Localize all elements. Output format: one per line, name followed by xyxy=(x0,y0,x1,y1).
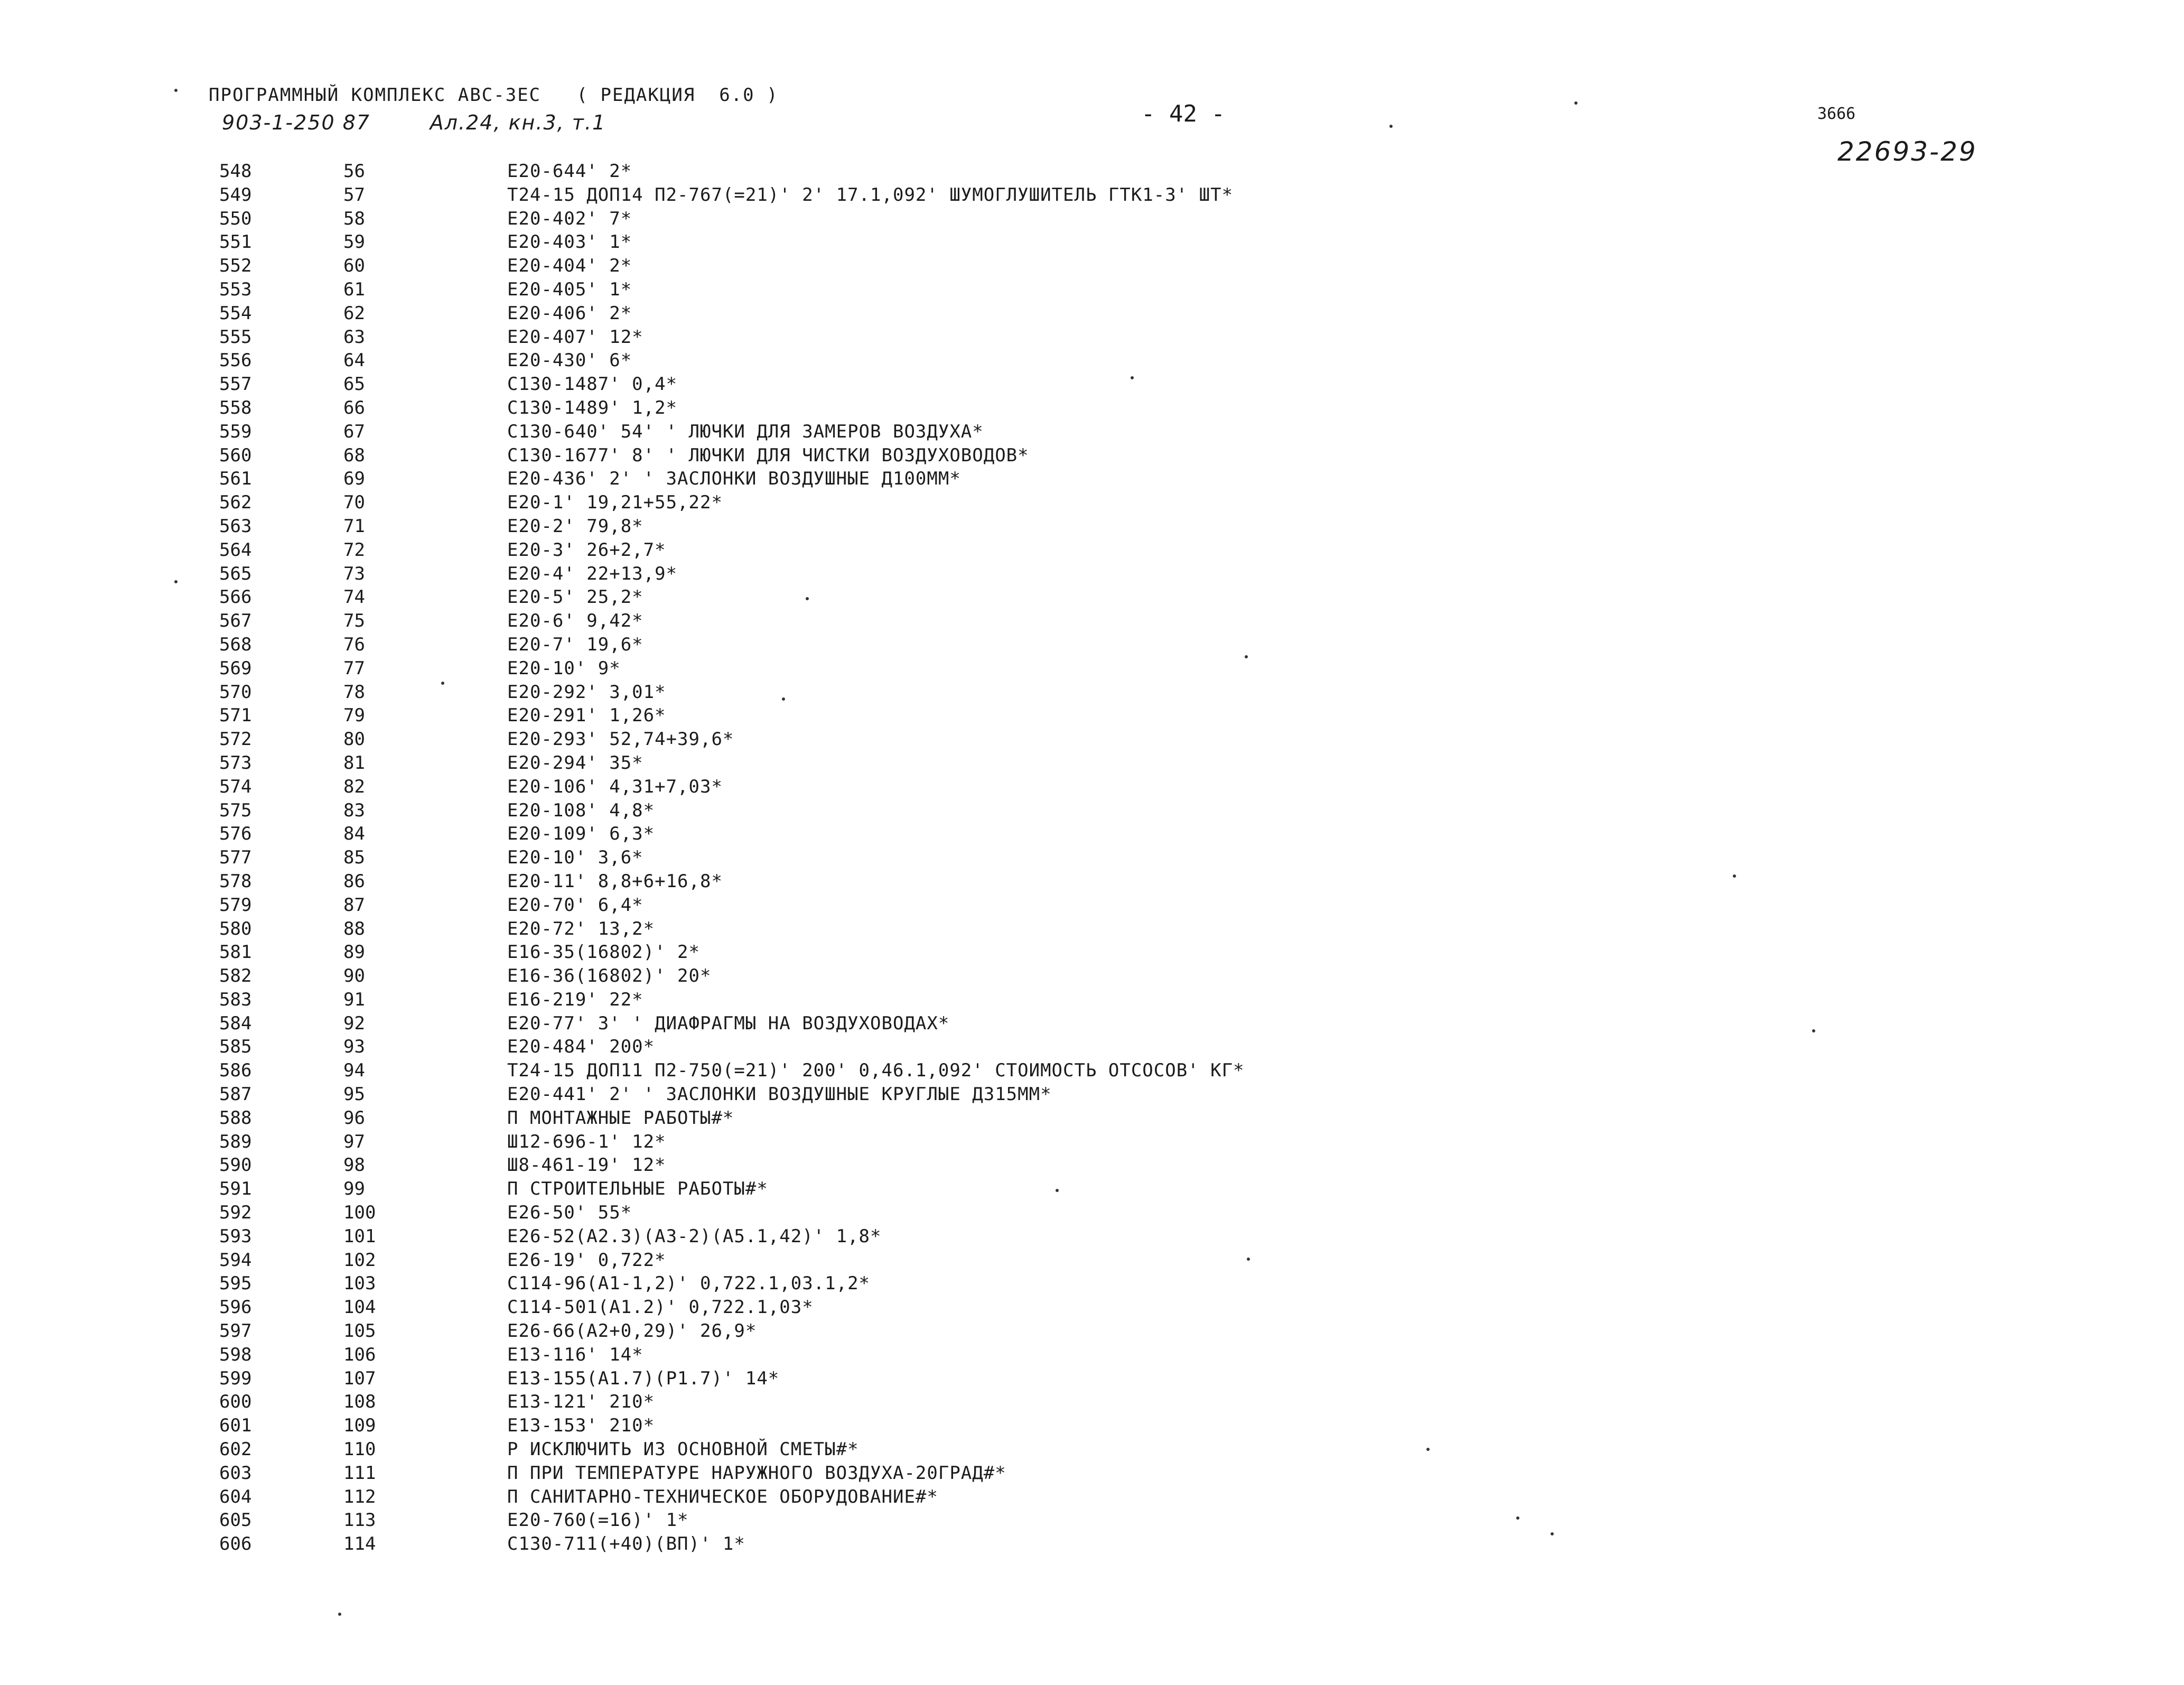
entry-text: Е20-484' 200* xyxy=(507,1036,655,1058)
item-number: 89 xyxy=(343,942,365,963)
entry-text: С130-711(+40)(ВП)' 1* xyxy=(507,1533,745,1555)
scan-speck xyxy=(806,597,809,600)
scan-speck xyxy=(338,1613,341,1616)
item-number: 114 xyxy=(343,1533,376,1555)
entry-text: Е20-3' 26+2,7* xyxy=(507,539,666,561)
row-number: 579 xyxy=(219,894,252,916)
item-number: 59 xyxy=(343,231,365,253)
entry-text: Е20-441' 2' ' ЗАСЛОНКИ ВОЗДУШНЫЕ КРУГЛЫЕ Д315ММ* xyxy=(507,1084,1052,1105)
entry-text: С130-640' 54' ' ЛЮЧКИ ДЛЯ ЗАМЕРОВ ВОЗДУХА* xyxy=(507,421,984,442)
row-number: 582 xyxy=(219,965,252,987)
row-number: 584 xyxy=(219,1012,252,1034)
item-number: 111 xyxy=(343,1462,376,1484)
row-number: 560 xyxy=(219,444,252,466)
row-number: 602 xyxy=(219,1439,252,1460)
row-number: 551 xyxy=(219,231,252,253)
entry-text: С130-1487' 0,4* xyxy=(507,374,678,395)
item-number: 101 xyxy=(343,1225,376,1247)
item-number: 66 xyxy=(343,397,365,418)
row-number: 552 xyxy=(219,255,252,277)
entry-text: Е20-4' 22+13,9* xyxy=(507,563,678,584)
row-number: 598 xyxy=(219,1344,252,1365)
item-number: 97 xyxy=(343,1131,365,1152)
entry-text: Е20-294' 35* xyxy=(507,752,643,774)
row-number: 585 xyxy=(219,1036,252,1058)
entry-text: Е13-155(А1.7)(Р1.7)' 14* xyxy=(507,1367,780,1389)
entry-text: Е20-402' 7* xyxy=(507,208,632,229)
scan-speck xyxy=(1245,655,1248,658)
item-number: 95 xyxy=(343,1084,365,1105)
item-number: 94 xyxy=(343,1060,365,1082)
entry-text: Е20-11' 8,8+6+16,8* xyxy=(507,870,723,892)
item-number: 83 xyxy=(343,799,365,821)
entry-text: С130-1677' 8' ' ЛЮЧКИ ДЛЯ ЧИСТКИ ВОЗДУХОВОДОВ* xyxy=(507,444,1029,466)
entry-text: Е20-10' 3,6* xyxy=(507,847,643,869)
entry-text: Е20-403' 1* xyxy=(507,231,632,253)
scan-speck xyxy=(782,697,785,701)
row-number: 549 xyxy=(219,184,252,206)
entry-text: П СТРОИТЕЛЬНЫЕ РАБОТЫ#* xyxy=(507,1178,768,1200)
row-number: 599 xyxy=(219,1367,252,1389)
item-number: 88 xyxy=(343,918,365,939)
entry-text: Т24-15 ДОП11 П2-750(=21)' 200' 0,46.1,092' СТОИМОСТЬ ОТСОСОВ' КГ* xyxy=(507,1060,1245,1082)
row-number: 575 xyxy=(219,799,252,821)
program-title: ПРОГРАММНЫЙ КОМПЛЕКС АВС-ЗЕС ( РЕДАКЦИЯ 6.0 ) xyxy=(209,85,779,106)
entry-text: Е20-407' 12* xyxy=(507,326,643,348)
sheet-number: 22693-29 xyxy=(1837,136,1977,167)
entry-text: Е20-70' 6,4* xyxy=(507,894,643,916)
entry-text: С114-96(А1-1,2)' 0,722.1,03.1,2* xyxy=(507,1273,871,1295)
entry-text: Ш12-696-1' 12* xyxy=(507,1131,666,1152)
item-number: 76 xyxy=(343,634,365,655)
entry-text: Е20-760(=16)' 1* xyxy=(507,1510,689,1531)
row-number: 562 xyxy=(219,492,252,514)
row-number: 570 xyxy=(219,681,252,703)
row-number: 561 xyxy=(219,468,252,490)
entry-text: Е26-19' 0,722* xyxy=(507,1249,666,1271)
row-number: 573 xyxy=(219,752,252,774)
entry-text: Ш8-461-19' 12* xyxy=(507,1155,666,1176)
item-number: 82 xyxy=(343,776,365,797)
item-number: 79 xyxy=(343,705,365,727)
corner-code: 3666 xyxy=(1817,105,1856,123)
entry-text: Е20-6' 9,42* xyxy=(507,610,643,632)
row-number: 592 xyxy=(219,1202,252,1224)
item-number: 105 xyxy=(343,1320,376,1342)
item-number: 112 xyxy=(343,1486,376,1507)
item-number: 56 xyxy=(343,161,365,182)
entry-text: С114-501(А1.2)' 0,722.1,03* xyxy=(507,1297,814,1318)
entry-text: Е16-35(16802)' 2* xyxy=(507,942,700,963)
item-number: 102 xyxy=(343,1249,376,1271)
scan-speck xyxy=(441,682,444,685)
row-number: 586 xyxy=(219,1060,252,1082)
entry-text: П МОНТАЖНЫЕ РАБОТЫ#* xyxy=(507,1107,734,1129)
row-number: 564 xyxy=(219,539,252,561)
row-number: 548 xyxy=(219,161,252,182)
entry-text: Е20-406' 2* xyxy=(507,302,632,324)
item-number: 109 xyxy=(343,1415,376,1437)
row-number: 590 xyxy=(219,1155,252,1176)
page-number: - 42 - xyxy=(1141,100,1225,127)
entry-text: П ПРИ ТЕМПЕРАТУРЕ НАРУЖНОГО ВОЗДУХА-20ГРАД#* xyxy=(507,1462,1006,1484)
row-number: 559 xyxy=(219,421,252,442)
row-number: 601 xyxy=(219,1415,252,1437)
item-number: 90 xyxy=(343,965,365,987)
item-number: 63 xyxy=(343,326,365,348)
scan-speck xyxy=(1812,1029,1815,1032)
item-number: 107 xyxy=(343,1367,376,1389)
entry-text: Е20-404' 2* xyxy=(507,255,632,277)
item-number: 87 xyxy=(343,894,365,916)
row-number: 605 xyxy=(219,1510,252,1531)
item-number: 57 xyxy=(343,184,365,206)
item-number: 96 xyxy=(343,1107,365,1129)
entry-text: Е20-291' 1,26* xyxy=(507,705,666,727)
entry-text: Е26-50' 55* xyxy=(507,1202,632,1224)
entry-text: Е16-219' 22* xyxy=(507,989,643,1010)
entry-text: Е20-108' 4,8* xyxy=(507,799,655,821)
row-number: 580 xyxy=(219,918,252,939)
item-number: 77 xyxy=(343,657,365,679)
entry-text: Е20-72' 13,2* xyxy=(507,918,655,939)
entry-text: Е20-2' 79,8* xyxy=(507,515,643,537)
scan-speck xyxy=(1247,1258,1250,1261)
entry-text: Е20-644' 2* xyxy=(507,161,632,182)
entry-text: Е26-66(А2+0,29)' 26,9* xyxy=(507,1320,757,1342)
document-reference: 903-1-250 87 Ал.24, кн.3, т.1 xyxy=(222,111,606,134)
item-number: 75 xyxy=(343,610,365,632)
entry-text: Е13-121' 210* xyxy=(507,1391,655,1413)
entry-text: Е20-430' 6* xyxy=(507,350,632,371)
row-number: 588 xyxy=(219,1107,252,1129)
item-number: 108 xyxy=(343,1391,376,1413)
item-number: 65 xyxy=(343,374,365,395)
scan-speck xyxy=(1733,874,1736,878)
item-number: 93 xyxy=(343,1036,365,1058)
item-number: 69 xyxy=(343,468,365,490)
row-number: 593 xyxy=(219,1225,252,1247)
row-number: 554 xyxy=(219,302,252,324)
row-number: 606 xyxy=(219,1533,252,1555)
entry-text: Е16-36(16802)' 20* xyxy=(507,965,712,987)
item-number: 81 xyxy=(343,752,365,774)
row-number: 555 xyxy=(219,326,252,348)
item-number: 85 xyxy=(343,847,365,869)
row-number: 563 xyxy=(219,515,252,537)
item-number: 72 xyxy=(343,539,365,561)
row-number: 571 xyxy=(219,705,252,727)
item-number: 106 xyxy=(343,1344,376,1365)
entry-text: Е20-77' 3' ' ДИАФРАГМЫ НА ВОЗДУХОВОДАХ* xyxy=(507,1012,950,1034)
entry-text: Е20-1' 19,21+55,22* xyxy=(507,492,723,514)
scan-speck xyxy=(174,580,178,583)
item-number: 64 xyxy=(343,350,365,371)
entry-text: Е13-153' 210* xyxy=(507,1415,655,1437)
item-number: 60 xyxy=(343,255,365,277)
row-number: 603 xyxy=(219,1462,252,1484)
item-number: 99 xyxy=(343,1178,365,1200)
scan-speck xyxy=(1574,101,1578,105)
row-number: 600 xyxy=(219,1391,252,1413)
item-number: 104 xyxy=(343,1297,376,1318)
entry-text: С130-1489' 1,2* xyxy=(507,397,678,418)
row-number: 567 xyxy=(219,610,252,632)
item-number: 100 xyxy=(343,1202,376,1224)
item-number: 91 xyxy=(343,989,365,1010)
row-number: 569 xyxy=(219,657,252,679)
item-number: 61 xyxy=(343,278,365,300)
item-number: 73 xyxy=(343,563,365,584)
item-number: 98 xyxy=(343,1155,365,1176)
item-number: 78 xyxy=(343,681,365,703)
row-number: 576 xyxy=(219,823,252,845)
entry-text: Е20-106' 4,31+7,03* xyxy=(507,776,723,797)
item-number: 84 xyxy=(343,823,365,845)
item-number: 113 xyxy=(343,1510,376,1531)
item-number: 103 xyxy=(343,1273,376,1295)
entry-text: Р ИСКЛЮЧИТЬ ИЗ ОСНОВНОЙ СМЕТЫ#* xyxy=(507,1439,859,1460)
item-number: 71 xyxy=(343,515,365,537)
entry-text: Е20-436' 2' ' ЗАСЛОНКИ ВОЗДУШНЫЕ Д100ММ* xyxy=(507,468,961,490)
row-number: 558 xyxy=(219,397,252,418)
item-number: 74 xyxy=(343,587,365,608)
entry-text: П САНИТАРНО-ТЕХНИЧЕСКОЕ ОБОРУДОВАНИЕ#* xyxy=(507,1486,938,1507)
row-number: 574 xyxy=(219,776,252,797)
row-number: 553 xyxy=(219,278,252,300)
scan-speck xyxy=(1056,1189,1059,1192)
row-number: 595 xyxy=(219,1273,252,1295)
scan-speck xyxy=(1389,125,1393,128)
scan-speck xyxy=(1131,376,1134,379)
entry-text: Е20-7' 19,6* xyxy=(507,634,643,655)
row-number: 597 xyxy=(219,1320,252,1342)
item-number: 62 xyxy=(343,302,365,324)
item-number: 58 xyxy=(343,208,365,229)
item-number: 92 xyxy=(343,1012,365,1034)
scan-speck xyxy=(1426,1448,1430,1451)
item-number: 67 xyxy=(343,421,365,442)
row-number: 591 xyxy=(219,1178,252,1200)
entry-text: Е20-5' 25,2* xyxy=(507,587,643,608)
row-number: 565 xyxy=(219,563,252,584)
row-number: 568 xyxy=(219,634,252,655)
item-number: 70 xyxy=(343,492,365,514)
item-number: 80 xyxy=(343,729,365,750)
row-number: 577 xyxy=(219,847,252,869)
item-number: 110 xyxy=(343,1439,376,1460)
scan-speck xyxy=(1516,1516,1519,1520)
entry-text: Е20-10' 9* xyxy=(507,657,621,679)
entry-text: Е13-116' 14* xyxy=(507,1344,643,1365)
item-number: 68 xyxy=(343,444,365,466)
item-number: 86 xyxy=(343,870,365,892)
entry-text: Е20-293' 52,74+39,6* xyxy=(507,729,734,750)
row-number: 594 xyxy=(219,1249,252,1271)
row-number: 572 xyxy=(219,729,252,750)
entry-text: Е20-109' 6,3* xyxy=(507,823,655,845)
entry-text: Е20-405' 1* xyxy=(507,278,632,300)
row-number: 604 xyxy=(219,1486,252,1507)
row-number: 589 xyxy=(219,1131,252,1152)
row-number: 587 xyxy=(219,1084,252,1105)
entry-text: Т24-15 ДОП14 П2-767(=21)' 2' 17.1,092' ШУМОГЛУШИТЕЛЬ ГТК1-3' ШТ* xyxy=(507,184,1234,206)
scan-speck xyxy=(1551,1532,1554,1535)
row-number: 596 xyxy=(219,1297,252,1318)
scan-speck xyxy=(174,89,178,92)
row-number: 581 xyxy=(219,942,252,963)
row-number: 550 xyxy=(219,208,252,229)
entry-text: Е20-292' 3,01* xyxy=(507,681,666,703)
row-number: 578 xyxy=(219,870,252,892)
entry-text: Е26-52(А2.3)(А3-2)(А5.1,42)' 1,8* xyxy=(507,1225,882,1247)
row-number: 557 xyxy=(219,374,252,395)
row-number: 556 xyxy=(219,350,252,371)
row-number: 566 xyxy=(219,587,252,608)
row-number: 583 xyxy=(219,989,252,1010)
